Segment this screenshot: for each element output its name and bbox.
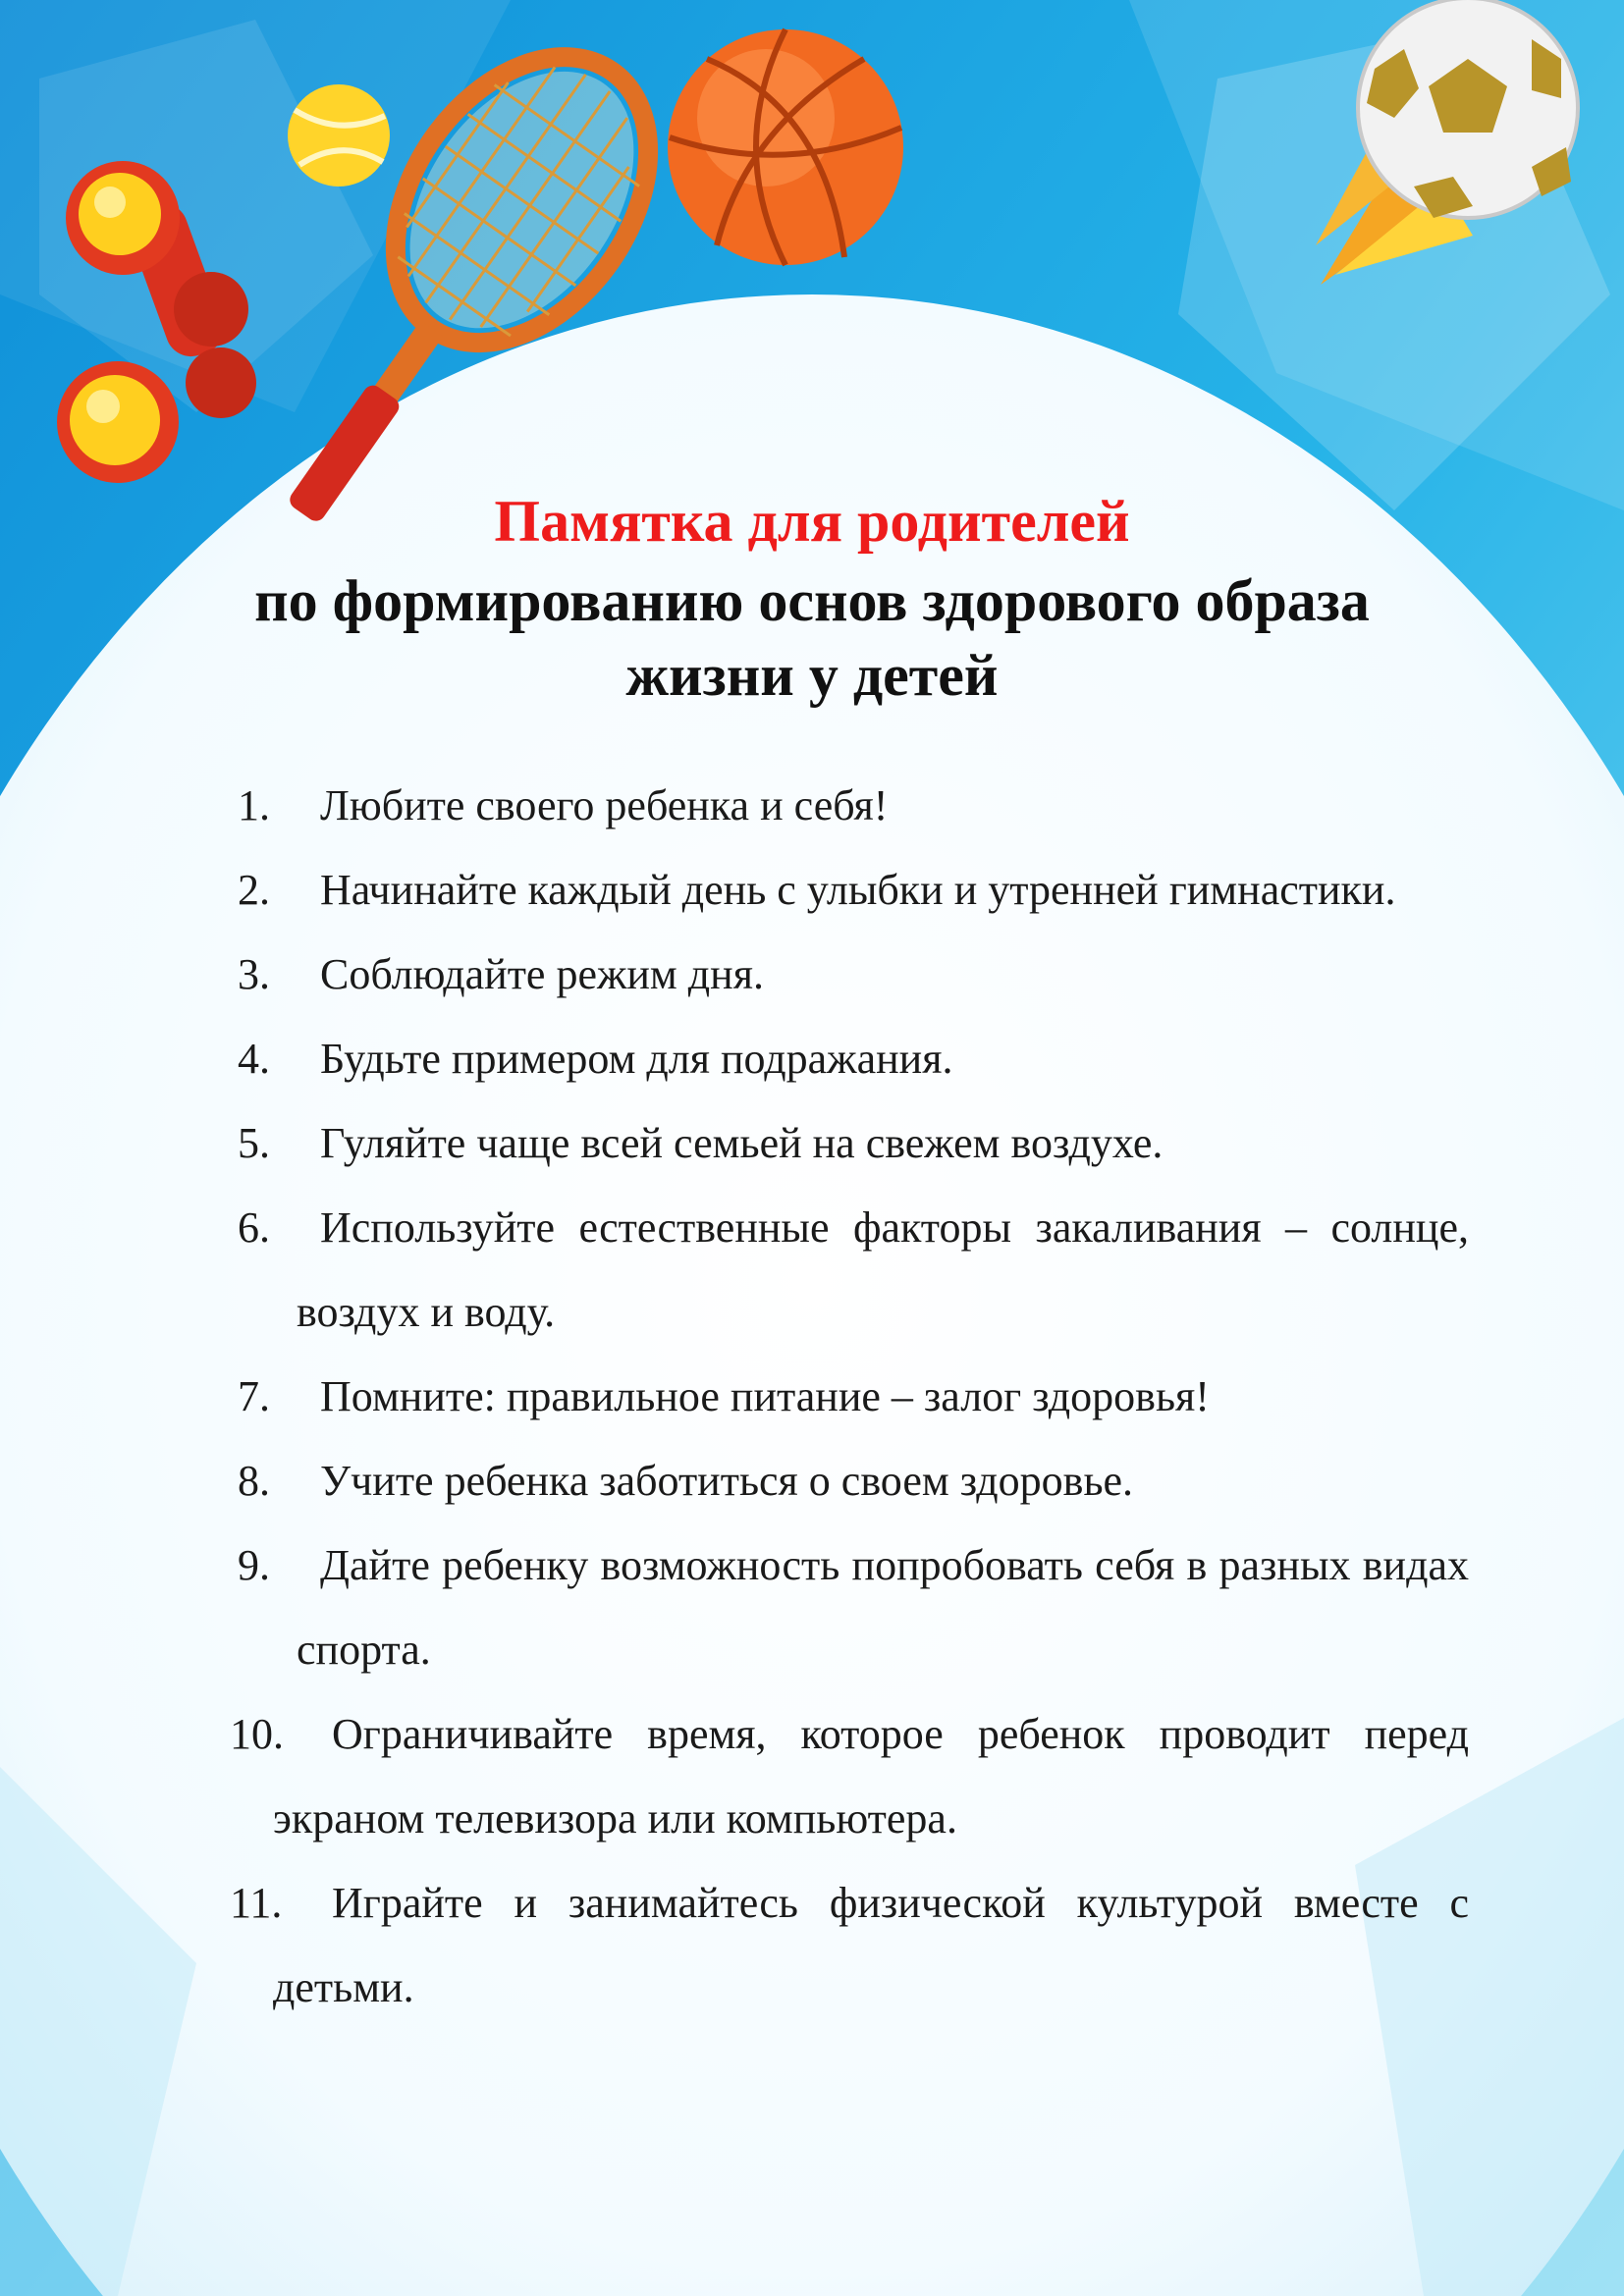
item-number: 4. bbox=[238, 1035, 270, 1083]
item-text: Будьте примером для подражания. bbox=[320, 1035, 953, 1083]
list-item bbox=[214, 933, 1469, 1017]
item-number: 5. bbox=[238, 1119, 270, 1167]
list-item bbox=[214, 848, 1469, 933]
item-text: Учите ребенка заботиться о своем здоровье. bbox=[320, 1457, 1134, 1505]
item-number: 9. bbox=[238, 1541, 270, 1589]
item-number: 7. bbox=[238, 1372, 270, 1420]
list-item bbox=[214, 1186, 1469, 1355]
list-item bbox=[214, 1439, 1469, 1523]
subtitle-line-1: по формированию основ здорового образа bbox=[254, 568, 1370, 633]
item-text: Играйте и занимайтесь физической культурой вместе с детьми. bbox=[273, 1879, 1469, 2011]
list-item bbox=[214, 1861, 1469, 2030]
list-item bbox=[214, 764, 1469, 848]
basketball-icon bbox=[668, 29, 903, 265]
list-item bbox=[214, 1692, 1469, 1861]
soccer-ball-icon bbox=[1316, 0, 1578, 285]
page-title: Памятка для родителей bbox=[494, 489, 1130, 554]
item-number: 6. bbox=[238, 1203, 270, 1252]
item-text: Ограничивайте время, которое ребенок проводит перед экраном телевизора или компьютера. bbox=[273, 1710, 1469, 1842]
item-text: Любите своего ребенка и себя! bbox=[320, 781, 889, 829]
sports-illustrations bbox=[0, 0, 1624, 550]
subtitle-line-2: жизни у детей bbox=[625, 643, 999, 708]
page-subtitle bbox=[0, 563, 1624, 713]
item-number: 1. bbox=[238, 781, 270, 829]
tennis-racket-icon bbox=[214, 9, 701, 550]
list-item bbox=[214, 1355, 1469, 1439]
item-text: Помните: правильное питание – залог здоровья! bbox=[320, 1372, 1210, 1420]
tips-list bbox=[214, 764, 1469, 2030]
list-item bbox=[214, 1523, 1469, 1692]
item-text: Используйте естественные факторы закаливания – солнце, воздух и воду. bbox=[297, 1203, 1469, 1336]
list-item bbox=[214, 1017, 1469, 1101]
item-text: Соблюдайте режим дня. bbox=[320, 950, 764, 998]
item-text: Начинайте каждый день с улыбки и утренней гимнастики. bbox=[320, 866, 1396, 914]
item-number: 11. bbox=[230, 1879, 283, 1927]
item-text: Дайте ребенку возможность попробовать себя в разных видах спорта. bbox=[297, 1541, 1469, 1674]
tennis-ball-icon bbox=[288, 84, 390, 187]
dumbbell-icon bbox=[57, 161, 256, 483]
item-number: 2. bbox=[238, 866, 270, 914]
item-number: 8. bbox=[238, 1457, 270, 1505]
list-item bbox=[214, 1101, 1469, 1186]
item-number: 3. bbox=[238, 950, 270, 998]
item-number: 10. bbox=[230, 1710, 284, 1758]
item-text: Гуляйте чаще всей семьей на свежем воздухе. bbox=[320, 1119, 1164, 1167]
